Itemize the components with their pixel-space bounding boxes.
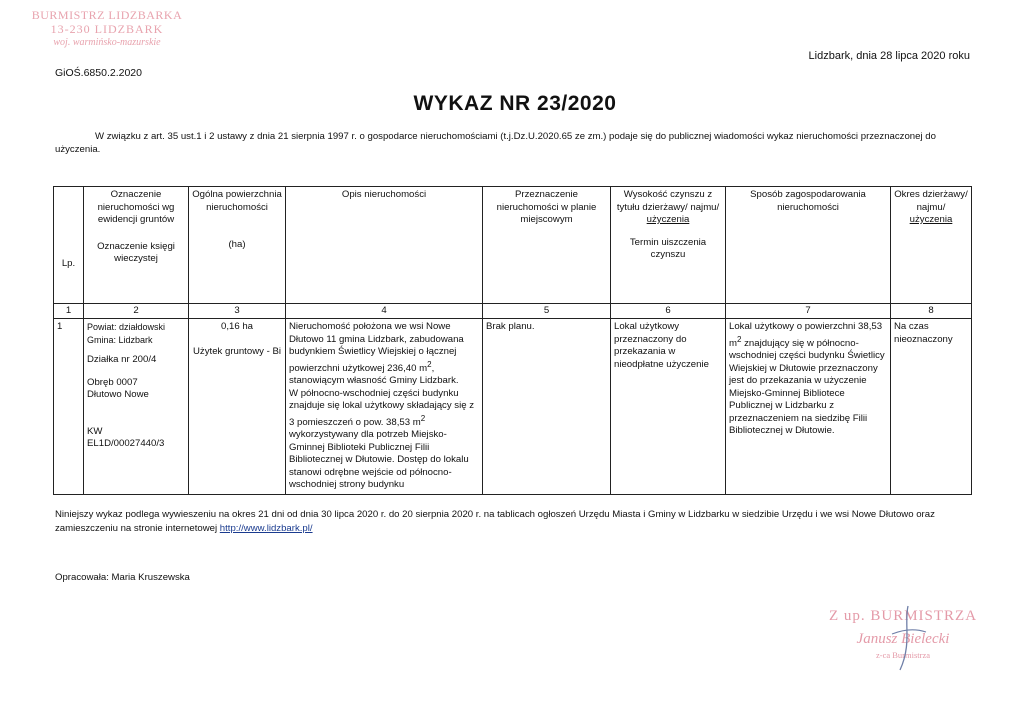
- footer-paragraph: [55, 508, 980, 536]
- header-col-6: [611, 187, 726, 304]
- row-gmina: Gmina: Lidzbark: [87, 334, 153, 345]
- header-col-7: Sposób zagospodarowania nieruchomości: [726, 187, 891, 304]
- header-col-8: [891, 187, 972, 304]
- superscript: 2: [420, 413, 426, 423]
- row-locality: Dłutowo Nowe: [87, 389, 149, 400]
- office-stamp: [22, 8, 192, 50]
- row-land-use: Użytek gruntowy - Bi: [193, 345, 281, 357]
- row-description-b: , stanowiącym własność Gminy Lidzbark.: [289, 362, 459, 387]
- header-col-8-underlined: użyczenia: [909, 214, 953, 225]
- row-description-d: wykorzystywany dla potrzeb Miejsko-Gminnej Biblioteki Publicznej Filii Bibliotecznej w Dłutowie. Dostęp do lokalu stanowi odrębne wejście od północno-wschodniej strony budynku: [289, 429, 469, 491]
- row-dzialka: Działka nr 200/4: [87, 354, 157, 365]
- header-row: [54, 187, 972, 304]
- row-area: [189, 319, 286, 495]
- row-description: [286, 319, 483, 495]
- signature-line-2: Janusz Bielecki: [856, 631, 950, 647]
- row-parcel-info: [84, 319, 189, 495]
- footer-text: Niniejszy wykaz podlega wywieszeniu na okres 21 dni od dnia 30 lipca 2020 r. do 20 sierpnia 2020 r. na tablicach ogłoszeń Urzędu Miasta i Gminy w Lidzbarku w siedzibie Urzędu i we wsi Nowe Dłutowo oraz zamieszczeniu na stronie internetowej: [55, 509, 935, 534]
- header-col-8-text: Okres dzierżawy/ najmu/: [894, 189, 968, 213]
- col-number: 3: [189, 304, 286, 319]
- row-lp: 1: [54, 319, 84, 495]
- header-col-2: [84, 187, 189, 304]
- row-period: Na czas nieoznaczony: [891, 319, 972, 495]
- stamp-line-3: woj. warmińsko-mazurskie: [53, 37, 161, 48]
- property-table: [53, 186, 972, 495]
- header-col-2-b: Oznaczenie księgi wieczystej: [97, 240, 175, 264]
- header-col-3-b: (ha): [228, 239, 246, 250]
- row-kw-label: KW: [87, 425, 103, 437]
- row-rent: Lokal użytkowy przeznaczony do przekazania w nieodpłatne użyczenie: [611, 319, 726, 495]
- stamp-line-1: BURMISTRZ LIDZBARKA: [31, 8, 183, 22]
- col-number: 4: [286, 304, 483, 319]
- row-usage-a: Lokal użytkowy o powierzchni 38,53 m: [729, 321, 883, 349]
- col-number: 8: [891, 304, 972, 319]
- header-col-2-a: Oznaczenie nieruchomości wg ewidencji gruntów: [97, 189, 175, 225]
- col-number: 5: [483, 304, 611, 319]
- row-usage-b: znajdujący się w północno-wschodniej części budynku Świetlicy Wiejskiej w Dłutowie przeznaczony jest do przekazania w użyczenie Miejsko-Gminnej Bibliotece Publicznej w Lidzbarku z przeznaczeniem na siedzibę Filii Bibliotecznej w Dłutowie.: [729, 337, 885, 437]
- stamp-line-2: 13-230 LIDZBARK: [50, 22, 164, 36]
- header-col-6-b: Termin uiszczenia czynszu: [629, 236, 707, 260]
- col-number: 6: [611, 304, 726, 319]
- row-description-c: W północno-wschodniej części budynku znajduje się lokal użytkowy składający się z 3 pomieszczeń o pow. 38,53 m: [289, 387, 475, 428]
- superscript: 2: [737, 334, 742, 344]
- signature-line-1: Z up. BURMISTRZA: [828, 608, 978, 624]
- reference-number: GiOŚ.6850.2.2020: [55, 67, 142, 79]
- col-number: 1: [54, 304, 84, 319]
- row-plan: Brak planu.: [483, 319, 611, 495]
- header-col-3: [189, 187, 286, 304]
- col-number: 7: [726, 304, 891, 319]
- website-link[interactable]: http://www.lidzbark.pl/: [219, 523, 313, 534]
- signature-stamp: [818, 608, 988, 660]
- superscript: 2: [427, 359, 432, 369]
- prepared-by: Opracowała: Maria Kruszewska: [55, 572, 190, 583]
- header-col-4: Opis nieruchomości: [286, 187, 483, 304]
- document-title: WYKAZ NR 23/2020: [413, 92, 617, 115]
- column-number-row: [54, 304, 972, 319]
- intro-paragraph: W związku z art. 35 ust.1 i 2 ustawy z dnia 21 sierpnia 1997 r. o gospodarce nieruchomościami (t.j.Dz.U.2020.65 ze zm.) podaje się do publicznej wiadomości wykaz nieruchomości przeznaczonej do użyczenia.: [55, 131, 936, 155]
- header-lp-label: Lp.: [61, 257, 76, 269]
- header-col-6-a-text: Wysokość czynszu z tytułu dzierżawy/ najmu/: [616, 189, 720, 213]
- place-date: Lidzbark, dnia 28 lipca 2020 roku: [808, 50, 970, 62]
- header-col-3-a: Ogólna powierzchnia nieruchomości: [192, 189, 282, 213]
- handwritten-signature-icon: [878, 604, 938, 674]
- row-powiat: Powiat: działdowski: [87, 322, 166, 332]
- row-obreb: Obręb 0007: [87, 376, 138, 388]
- col-number: 2: [84, 304, 189, 319]
- header-col-6-a-underlined: użyczenia: [646, 214, 690, 225]
- table-row: [54, 319, 972, 495]
- row-kw-number: EL1D/00027440/3: [87, 438, 165, 449]
- row-area-value: 0,16 ha: [220, 321, 253, 332]
- header-lp: [54, 187, 84, 304]
- row-description-a: Nieruchomość położona we wsi Nowe Dłutowo 11 gmina Lidzbark, zabudowana budynkiem Świetlicy Wiejskiej o łącznej powierzchni użytkowej 236,40 m: [289, 321, 464, 374]
- row-usage: [726, 319, 891, 495]
- header-col-6-a: [614, 189, 722, 227]
- signature-line-3: z-ca Burmistrza: [875, 650, 931, 660]
- header-col-5: Przeznaczenie nieruchomości w planie miejscowym: [483, 187, 611, 304]
